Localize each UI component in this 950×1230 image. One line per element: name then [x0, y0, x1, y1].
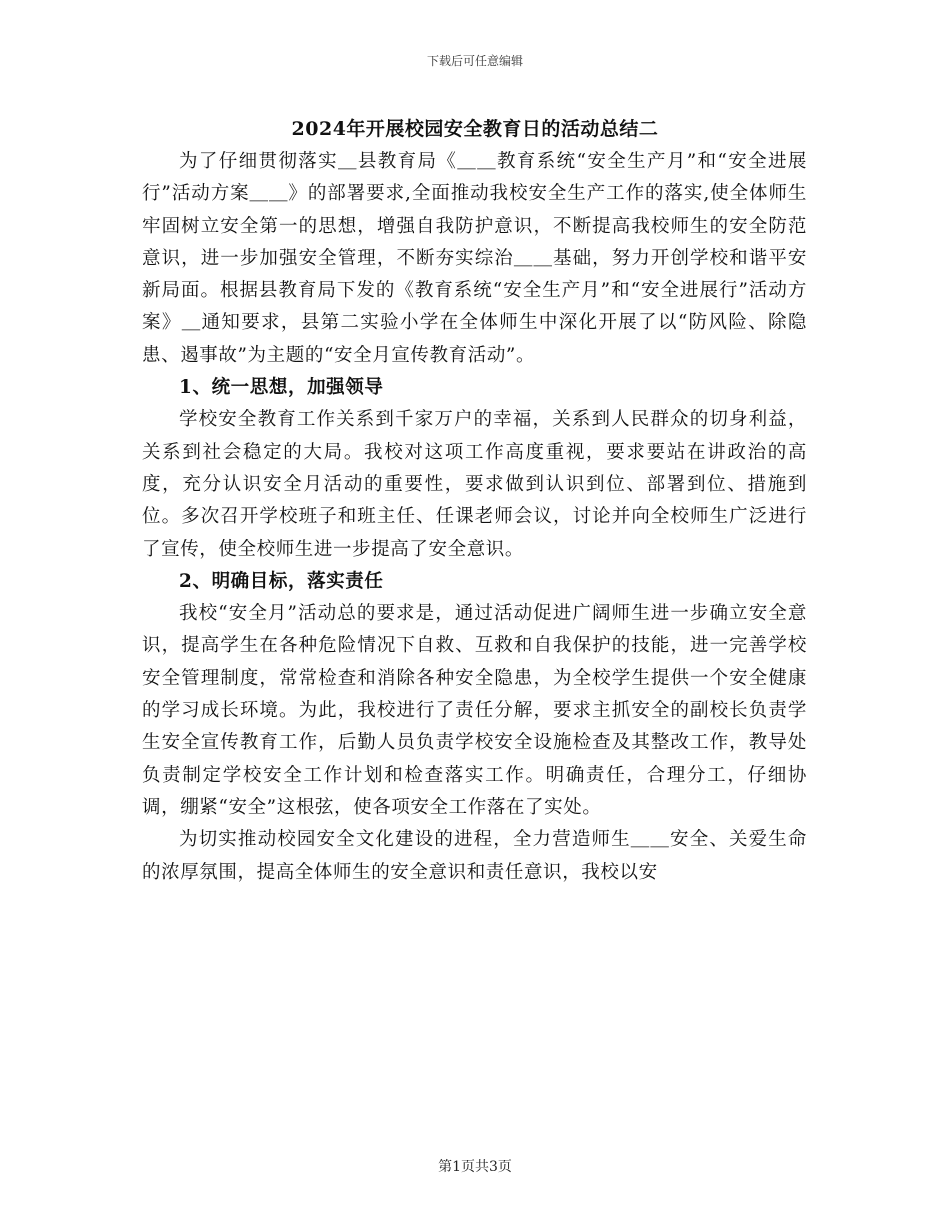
paragraph-culture: 为切实推动校园安全文化建设的进程，全力营造师生＿＿安全、关爱生命的浓厚氛围，提高全体师生的安全意识和责任意识，我校以安 — [142, 829, 807, 883]
section-heading-1: 1、统一思想，加强领导 — [179, 377, 384, 399]
paragraph-leadership: 学校安全教育工作关系到千家万户的幸福，关系到人民群众的切身利益，关系到社会稳定的大局。我校对这项工作高度重视，要求要站在讲政治的高度，充分认识安全月活动的重要性，要求做到认识到位、部署到位、措施到位。多次召开学校班子和班主任、任课老师会议，讨论并向全校师生广泛进行了宣传，使全校师生进一步提高了安全意识。 — [142, 409, 807, 560]
section-heading-2: 2、明确目标，落实责任 — [179, 570, 384, 592]
page-number: 第1页共3页 — [438, 1159, 512, 1175]
paragraph-responsibility: 我校“安全月”活动总的要求是，通过活动促进广阔师生进一步确立安全意识，提高学生在各种危险情况下自救、互救和自我保护的技能，进一完善学校安全管理制度，常常检查和消除各种安全隐患，为全校学生提供一个安全健康的学习成长环境。为此，我校进行了责任分解，要求主抓安全的副校长负责学生安全宣传教育工作，后勤人员负责学校安全设施检查及其整改工作，教导处负责制定学校安全工作计划和检查落实工作。明确责任，合理分工，仔细协调，绷紧“安全”这根弦，使各项安全工作落在了实处。 — [142, 603, 807, 818]
document-title: 2024年开展校园安全教育日的活动总结二 — [291, 118, 659, 140]
document-body — [142, 146, 807, 889]
page-header-note: 下载后可任意编辑 — [426, 54, 523, 68]
paragraph-intro: 为了仔细贯彻落实＿县教育局《＿＿教育系统“安全生产月”和“安全进展行”活动方案＿＿》的部署要求,全面推动我校安全生产工作的落实,使全体师生牢固树立安全第一的思想，增强自我防护意识，不断提高我校师生的安全防范意识，进一步加强安全管理，不断夯实综治＿＿基础，努力开创学校和谐平安新局面。根据县教育局下发的《教育系统“安全生产月”和“安全进展行”活动方案》＿通知要求，县第二实验小学在全体师生中深化开展了以“防风险、除隐患、遏事故”为主题的“安全月宣传教育活动”。 — [142, 151, 807, 366]
